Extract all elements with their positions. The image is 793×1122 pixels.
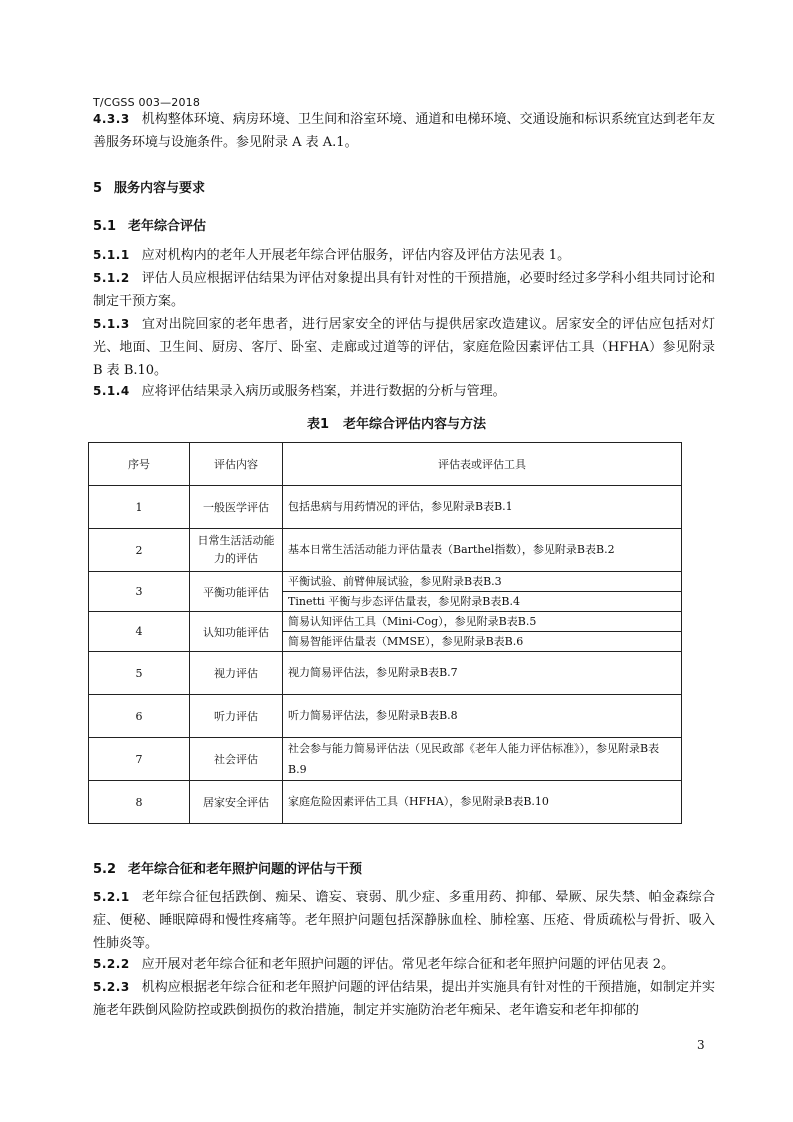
clause-text: 宜对出院回家的老年患者，进行居家安全的评估与提供居家改造建议。居家安全的评估应包括对灯光、地面、卫生间、厨房、客厅、卧室、走廊或过道等的评估，家庭危险因素评估工具（HFHA）参见附录 B 表 B.10。 — [93, 317, 715, 378]
clause-text: 应将评估结果录入病历或服务档案，并进行数据的分析与管理。 — [141, 384, 506, 399]
clause-number: 5.2.1 — [93, 890, 130, 904]
row-content: 视力评估 — [190, 652, 283, 695]
row-number: 1 — [89, 486, 190, 529]
section-5-heading — [93, 177, 205, 196]
section-5-2-heading — [93, 858, 362, 877]
row-number: 8 — [89, 781, 190, 824]
clause-number: 5.2.2 — [93, 957, 130, 971]
row-tool: 包括患病与用药情况的评估，参见附录B表B.1 — [283, 486, 682, 529]
clause-number: 5.1.4 — [93, 384, 130, 398]
row-tool: 社会参与能力简易评估法（见民政部《老年人能力评估标准》），参见附录B表B.9 — [283, 738, 682, 781]
row-content: 认知功能评估 — [190, 612, 283, 652]
clause-text: 应开展对老年综合征和老年照护问题的评估。常见老年综合征和老年照护问题的评估见表 2。 — [141, 957, 675, 972]
section-number: 5 — [93, 181, 103, 196]
row-number: 5 — [89, 652, 190, 695]
row-number: 4 — [89, 612, 190, 652]
section-number: 5.1 — [93, 219, 117, 234]
clause-5-1-2 — [93, 267, 715, 313]
col-header-tools: 评估表或评估工具 — [283, 443, 682, 486]
row-tool: 听力简易评估法，参见附录B表B.8 — [283, 695, 682, 738]
clause-5-1-4 — [93, 380, 715, 403]
table-row — [89, 486, 682, 529]
table-row — [89, 652, 682, 695]
clause-text: 机构整体环境、病房环境、卫生间和浴室环境、通道和电梯环境、交通设施和标识系统宜达到老年友善服务环境与设施条件。参见附录 A 表 A.1。 — [93, 112, 715, 150]
clause-text: 机构应根据老年综合征和老年照护问题的评估结果，提出并实施具有针对性的干预措施，如制定并实施老年跌倒风险防控或跌倒损伤的救治措施，制定并实施防治老年痴呆、老年谵妄和老年抑郁的 — [93, 980, 715, 1018]
col-header-number: 序号 — [89, 443, 190, 486]
col-header-content: 评估内容 — [190, 443, 283, 486]
assessment-table — [88, 442, 682, 824]
clause-5-1-1 — [93, 244, 715, 267]
clause-text: 评估人员应根据评估结果为评估对象提出具有针对性的干预措施，必要时经过多学科小组共同讨论和制定干预方案。 — [93, 271, 715, 309]
row-tool: 简易智能评估量表（MMSE），参见附录B表B.6 — [283, 632, 682, 652]
row-content: 一般医学评估 — [190, 486, 283, 529]
section-title: 老年综合评估 — [128, 219, 207, 234]
row-content: 平衡功能评估 — [190, 572, 283, 612]
clause-number: 5.1.3 — [93, 317, 130, 331]
section-title: 服务内容与要求 — [114, 181, 206, 196]
clause-5-2-2 — [93, 953, 715, 976]
table-row — [89, 695, 682, 738]
row-number: 3 — [89, 572, 190, 612]
table-caption — [0, 413, 793, 432]
clause-text: 应对机构内的老年人开展老年综合评估服务，评估内容及评估方法见表 1。 — [141, 248, 571, 263]
row-tool: 家庭危险因素评估工具（HFHA），参见附录B表B.10 — [283, 781, 682, 824]
table-row — [89, 529, 682, 572]
table-title: 老年综合评估内容与方法 — [343, 417, 487, 432]
row-number: 2 — [89, 529, 190, 572]
table-row — [89, 738, 682, 781]
row-number: 7 — [89, 738, 190, 781]
section-number: 5.2 — [93, 862, 117, 877]
clause-5-2-1 — [93, 886, 715, 955]
clause-4-3-3 — [93, 108, 715, 154]
row-tool: 视力简易评估法，参见附录B表B.7 — [283, 652, 682, 695]
row-content: 听力评估 — [190, 695, 283, 738]
table-header-row — [89, 443, 682, 486]
row-content: 居家安全评估 — [190, 781, 283, 824]
clause-number: 4.3.3 — [93, 112, 130, 126]
document-code: T/CGSS 003—2018 — [93, 96, 201, 109]
row-number: 6 — [89, 695, 190, 738]
clause-number: 5.1.2 — [93, 271, 130, 285]
clause-5-2-3 — [93, 976, 715, 1022]
clause-5-1-3 — [93, 313, 715, 382]
row-content: 社会评估 — [190, 738, 283, 781]
table-row — [89, 572, 682, 592]
table-row — [89, 612, 682, 632]
section-5-1-heading — [93, 215, 206, 234]
row-tool: 基本日常生活活动能力评估量表（Barthel指数），参见附录B表B.2 — [283, 529, 682, 572]
clause-text: 老年综合征包括跌倒、痴呆、谵妄、衰弱、肌少症、多重用药、抑郁、晕厥、尿失禁、帕金森综合症、便秘、睡眠障碍和慢性疼痛等。老年照护问题包括深静脉血栓、肺栓塞、压疮、骨质疏松与骨折、吸入性肺炎等。 — [93, 890, 715, 951]
row-content: 日常生活活动能力的评估 — [190, 529, 283, 572]
page-number: 3 — [697, 1038, 705, 1052]
clause-number: 5.2.3 — [93, 980, 130, 994]
row-tool: Tinetti 平衡与步态评估量表，参见附录B表B.4 — [283, 592, 682, 612]
section-title: 老年综合征和老年照护问题的评估与干预 — [128, 862, 363, 877]
table-label: 表1 — [306, 417, 330, 432]
row-tool: 平衡试验、前臂伸展试验，参见附录B表B.3 — [283, 572, 682, 592]
clause-number: 5.1.1 — [93, 248, 130, 262]
table-row — [89, 781, 682, 824]
row-tool: 简易认知评估工具（Mini-Cog），参见附录B表B.5 — [283, 612, 682, 632]
